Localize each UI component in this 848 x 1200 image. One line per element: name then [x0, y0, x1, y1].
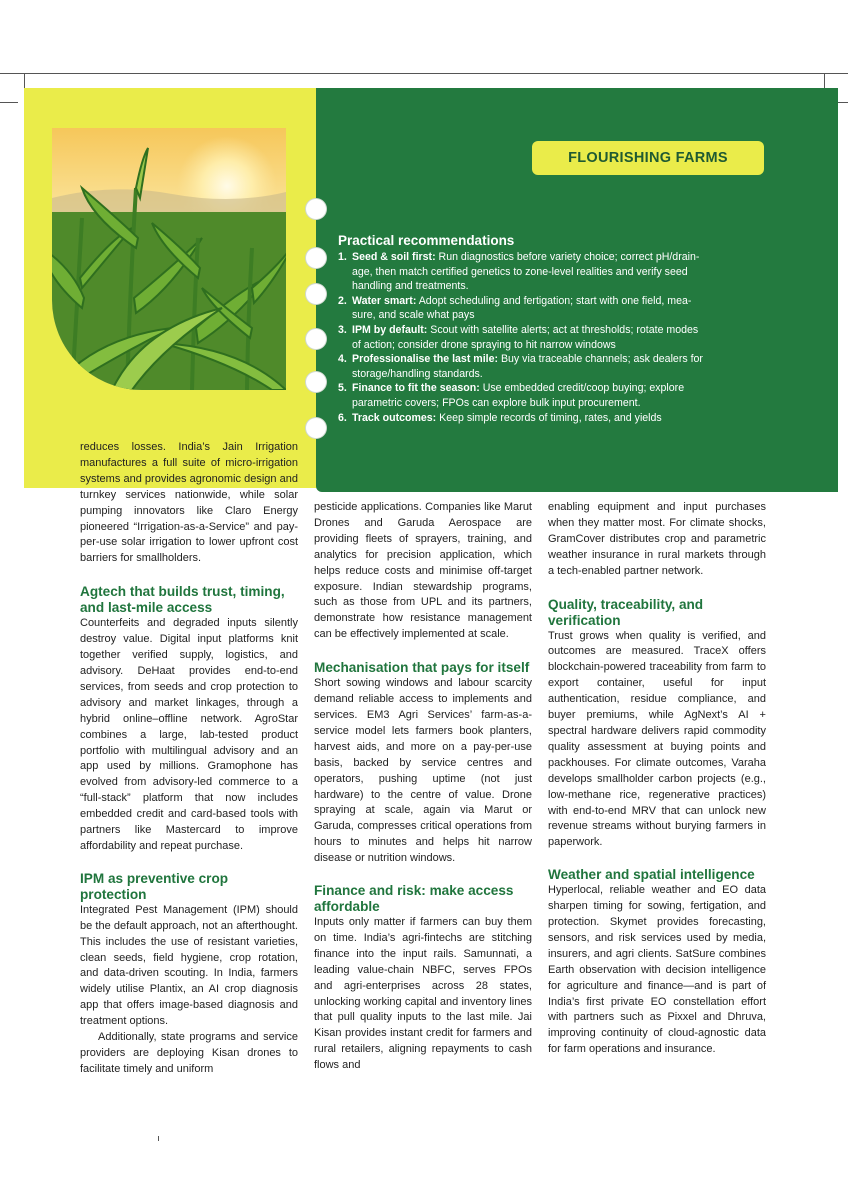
recommendation-item: [338, 294, 758, 323]
recommendation-item: [338, 411, 758, 426]
bullet-dot-4: [306, 329, 326, 349]
item-title: Water smart:: [352, 294, 417, 307]
heading-weather: Weather and spatial intelligence: [548, 867, 755, 883]
heading-ipm: IPM as preventive crop protection: [80, 870, 229, 902]
item-number: 6.: [338, 411, 347, 424]
col1-paragraph-ipm: Integrated Pest Management (IPM) should be the default approach, not an afterthought. This includes the use of resistant varieties, clean seeds, field hygiene, crop rotation, and data-driven scouting. In India, farmers widely utilise Plantix, an AI crop diagnosis app that offers image-based diagnosis and treatment options.: [80, 903, 298, 1028]
col1-paragraph-agtech: Counterfeits and degraded inputs silently destroy value. Digital input platforms knit together verified supply, logistics, and advisory. DeHaat provides end-to-end services, from seeds and crop protection to advisory and market linkages, through a hybrid online–offline network. AgroStar combines a large, lab-tested product portfolio with multilingual advisory and an app used by millions. Gramophone has evolved from advisory-led commerce to a “full-stack” platform that now includes embedded credit and card-based tools with partners like Mastercard to improve affordability and repeat purchase.: [80, 617, 298, 852]
item-number: 5.: [338, 382, 347, 395]
col3-paragraph-weather: Hyperlocal, reliable weather and EO data sharpen timing for sowing, fertigation, and protection. Skymet provides forecasting, sensors, and risk services used by media, insurers, and agri clients. SatSure combines Earth observation with decision intelligence for agriculture and finance—and is part of India’s first private EO constellation effort with partners such as Pixxel and Dhruva, improving continuity of cloud-agnostic data for farm operations and insurance.: [548, 884, 766, 1056]
item-title: IPM by default:: [352, 323, 428, 336]
bullet-dot-3: [306, 284, 326, 304]
item-number: 2.: [338, 294, 347, 307]
item-text: Run diagnostics before variety choice; correct pH/drain-: [438, 251, 700, 263]
col2-paragraph-finance: Inputs only matter if farmers can buy them on time. India’s agri-fintechs are stitching finance into the input rails. Samunnati, a leading value-chain NBFC, serves FPOs and agri-enterprises across 28 states, unlocking working capital and inventory lines that pull quality inputs to the last mile. Jai Kisan provides instant credit for farmers and rural retailers, aligning repayments to cash flows and: [314, 916, 532, 1072]
section-banner: FLOURISHING FARMS: [532, 141, 764, 175]
item-text-2: age, then match certified genetics to zone-level realities and verify seed: [352, 265, 688, 278]
bullet-dot-5: [306, 372, 326, 392]
col2-intro: pesticide applications. Companies like Marut Drones and Garuda Aerospace are providing fleets of sprayers, training, and analytics for precision application, which helps reduce costs and minimise off-target exposure. Indian stewardship programs, such as those from UPL and its partners, demonstrate how resistance management can be effectively implemented at scale.: [314, 501, 532, 641]
item-text-2: parametric covers; FPOs can explore bulk input procurement.: [352, 396, 641, 409]
item-number: 1.: [338, 251, 347, 263]
column-2: [314, 500, 532, 1074]
recommendation-item: [338, 381, 758, 410]
item-text-3: handling and treatments.: [352, 280, 469, 293]
heading-agtech: Agtech that builds trust, timing, and last-mile access: [80, 584, 285, 616]
item-text: Keep simple records of timing, rates, and yields: [439, 411, 662, 424]
item-title: Finance to fit the season:: [352, 382, 480, 395]
bullet-dot-2: [306, 248, 326, 268]
item-text: Scout with satellite alerts; act at thresholds; rotate modes: [430, 323, 699, 336]
bullet-dot-6: [306, 418, 326, 438]
heading-quality: Quality, traceability, and verification: [548, 596, 704, 628]
item-title: Track outcomes:: [352, 411, 437, 424]
item-title: Professionalise the last mile:: [352, 353, 499, 366]
recommendation-item: [338, 250, 758, 294]
recommendation-item: [338, 323, 758, 352]
cornfield-photo: [52, 128, 286, 390]
item-text-2: of action; consider drone spraying to hit narrow windows: [352, 338, 616, 351]
col3-paragraph-quality: Trust grows when quality is verified, and outcomes are measured. TraceX offers blockchain-powered traceability from farm to export container, useful for input authentication, residue compliance, and buyer premiums, while AgNext’s AI + spectral hardware delivers rapid commodity quality assessment at buying points and packhouses. For climate outcomes, Varaha develops smallholder carbon projects (e.g., low-methane rice, regenerative practices) with end-to-end MRV that can unlock new revenue streams without burying farmers in paperwork.: [548, 629, 766, 849]
bullet-dot-1: [306, 199, 326, 219]
recommendations-list: [338, 250, 758, 425]
heading-finance: Finance and risk: make access affordable: [314, 883, 514, 915]
item-text-2: sure, and scale what pays: [352, 309, 475, 322]
item-number: 3.: [338, 323, 347, 336]
item-text: Buy via traceable channels; ask dealers for: [500, 353, 703, 366]
practical-recommendations: [338, 232, 758, 425]
recommendation-item: [338, 352, 758, 381]
cornfield-illustration: [52, 128, 286, 390]
column-3: [548, 500, 766, 1058]
heading-mechanisation: Mechanisation that pays for itself: [314, 660, 530, 676]
recommendations-heading: Practical recommendations: [338, 233, 515, 248]
item-title: Seed & soil first:: [352, 251, 436, 263]
bottom-tick: [158, 1136, 159, 1141]
item-text: Use embedded credit/coop buying; explore: [482, 382, 685, 395]
top-rule: [0, 73, 848, 74]
col1-intro: reduces losses. India’s Jain Irrigation manufactures a full suite of micro-irrigation systems and provides agronomic design and turnkey services nationwide, while solar pumping innovators like Claro Energy pioneered “Irrigation-as-a-Service” and pay-per-use solar irrigation to lower upfront cost barriers for smallholders.: [80, 441, 298, 565]
col1-paragraph-drones: Additionally, state programs and service providers are deploying Kisan drones to facilitate timely and uniform: [80, 1031, 298, 1075]
col2-paragraph-mechanisation: Short sowing windows and labour scarcity demand reliable access to implements and services. EM3 Agri Services’ farm-as-a-service model lets farmers book planters, harvest aids, and more on a pay-per-use basis, backed by service centres and operators, pushing uptime (not just hardware) to the centre of value. Drone spraying at scale, again via Marut or Garuda, compresses critical operations from hours to minutes and helps hit narrow disease or nutrition windows.: [314, 677, 532, 865]
col3-intro: enabling equipment and input purchases when they matter most. For climate shocks, GramCover distributes crop and parametric weather insurance in rural markets through a tech-enabled partner network.: [548, 501, 766, 577]
item-text: Adopt scheduling and fertigation; start with one field, mea-: [418, 294, 692, 307]
item-text-2: storage/handling standards.: [352, 367, 483, 380]
left-side-tick: [0, 102, 18, 103]
item-number: 4.: [338, 353, 347, 366]
column-1: [80, 440, 298, 1078]
